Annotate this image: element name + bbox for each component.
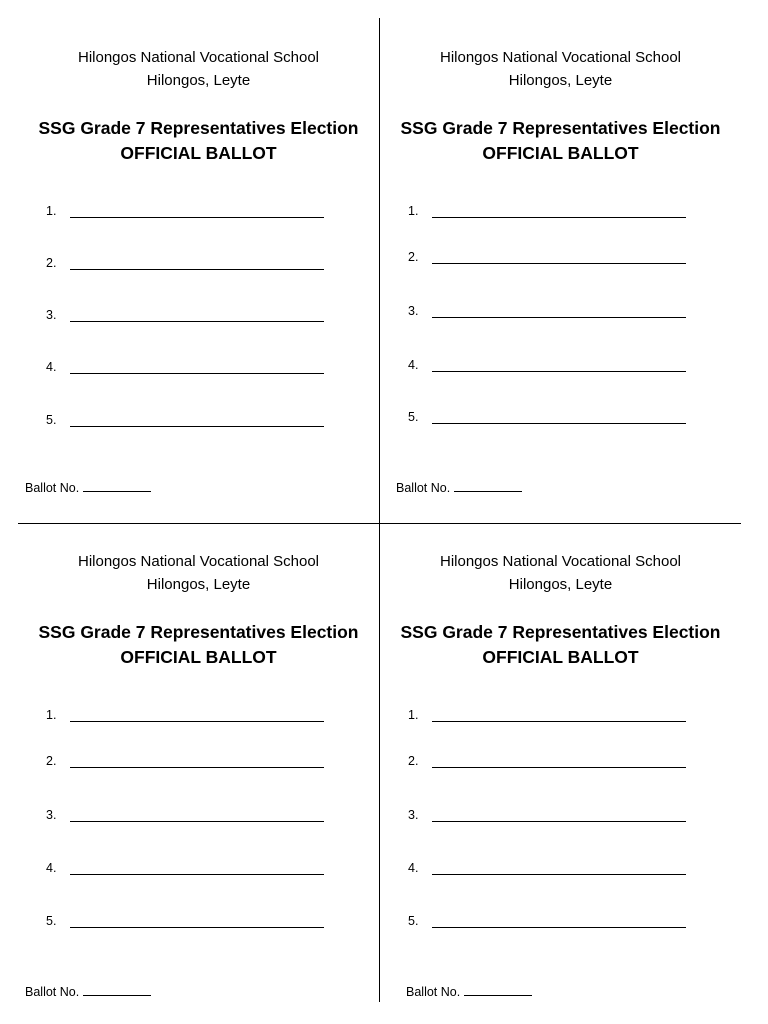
vote-line-number: 3. (46, 308, 57, 322)
write-in-blank[interactable] (70, 807, 324, 822)
vote-line-number: 4. (408, 861, 419, 875)
ballot-number-blank[interactable] (454, 479, 522, 492)
election-title: SSG Grade 7 Representatives Election (400, 118, 721, 138)
school-name: Hilongos National Vocational School (440, 553, 681, 570)
vote-line-number: 3. (408, 304, 419, 318)
write-in-blank[interactable] (432, 357, 686, 372)
school-location: Hilongos, Leyte (146, 72, 251, 89)
write-in-blank[interactable] (70, 707, 324, 722)
write-in-blank[interactable] (70, 753, 324, 768)
horizontal-cut-line (18, 523, 741, 524)
vote-line-number: 2. (46, 754, 57, 768)
write-in-blank[interactable] (70, 203, 324, 218)
official-ballot-heading: OFFICIAL BALLOT (482, 143, 639, 163)
write-in-blank[interactable] (432, 409, 686, 424)
ballot-number-label: Ballot No. (396, 481, 451, 495)
school-header (18, 550, 379, 596)
write-in-blank[interactable] (432, 913, 686, 928)
ballot-title (380, 620, 741, 670)
school-name: Hilongos National Vocational School (440, 49, 681, 66)
school-location: Hilongos, Leyte (508, 576, 613, 593)
write-in-blank[interactable] (70, 860, 324, 875)
ballot-number-field[interactable] (396, 479, 522, 496)
ballot-number-field[interactable] (406, 983, 532, 1000)
official-ballot-heading: OFFICIAL BALLOT (120, 647, 277, 667)
vote-line-number: 5. (46, 914, 57, 928)
official-ballot-heading: OFFICIAL BALLOT (120, 143, 277, 163)
school-header (380, 550, 741, 596)
write-in-blank[interactable] (432, 860, 686, 875)
official-ballot-heading: OFFICIAL BALLOT (482, 647, 639, 667)
write-in-blank[interactable] (432, 807, 686, 822)
school-header (18, 46, 379, 92)
vote-line-number: 5. (408, 410, 419, 424)
vote-line-number: 1. (408, 204, 419, 218)
vote-line-number: 1. (46, 204, 57, 218)
school-name: Hilongos National Vocational School (78, 553, 319, 570)
ballot-title (18, 620, 379, 670)
write-in-blank[interactable] (70, 255, 324, 270)
vote-line-number: 3. (46, 808, 57, 822)
write-in-blank[interactable] (432, 249, 686, 264)
school-location: Hilongos, Leyte (146, 576, 251, 593)
ballot-number-blank[interactable] (464, 983, 532, 996)
ballot-number-label: Ballot No. (25, 985, 80, 999)
election-title: SSG Grade 7 Representatives Election (38, 118, 359, 138)
vote-line-number: 5. (46, 413, 57, 427)
election-title: SSG Grade 7 Representatives Election (400, 622, 721, 642)
write-in-blank[interactable] (432, 753, 686, 768)
ballot-number-blank[interactable] (83, 983, 151, 996)
vote-line-number: 2. (408, 250, 419, 264)
vote-line-number: 1. (408, 708, 419, 722)
write-in-blank[interactable] (70, 307, 324, 322)
vote-line-number: 1. (46, 708, 57, 722)
write-in-blank[interactable] (432, 707, 686, 722)
election-title: SSG Grade 7 Representatives Election (38, 622, 359, 642)
ballot-number-blank[interactable] (83, 479, 151, 492)
write-in-blank[interactable] (432, 303, 686, 318)
ballot-number-label: Ballot No. (406, 985, 461, 999)
vote-line-number: 3. (408, 808, 419, 822)
vote-line-number: 2. (408, 754, 419, 768)
ballot-title (380, 116, 741, 166)
write-in-blank[interactable] (432, 203, 686, 218)
vote-line-number: 5. (408, 914, 419, 928)
school-name: Hilongos National Vocational School (78, 49, 319, 66)
ballot-number-field[interactable] (25, 479, 151, 496)
school-header (380, 46, 741, 92)
write-in-blank[interactable] (70, 359, 324, 374)
vote-line-number: 4. (408, 358, 419, 372)
ballot-title (18, 116, 379, 166)
write-in-blank[interactable] (70, 412, 324, 427)
ballot-number-label: Ballot No. (25, 481, 80, 495)
vote-line-number: 4. (46, 360, 57, 374)
write-in-blank[interactable] (70, 913, 324, 928)
ballot-number-field[interactable] (25, 983, 151, 1000)
vote-line-number: 4. (46, 861, 57, 875)
vote-line-number: 2. (46, 256, 57, 270)
school-location: Hilongos, Leyte (508, 72, 613, 89)
